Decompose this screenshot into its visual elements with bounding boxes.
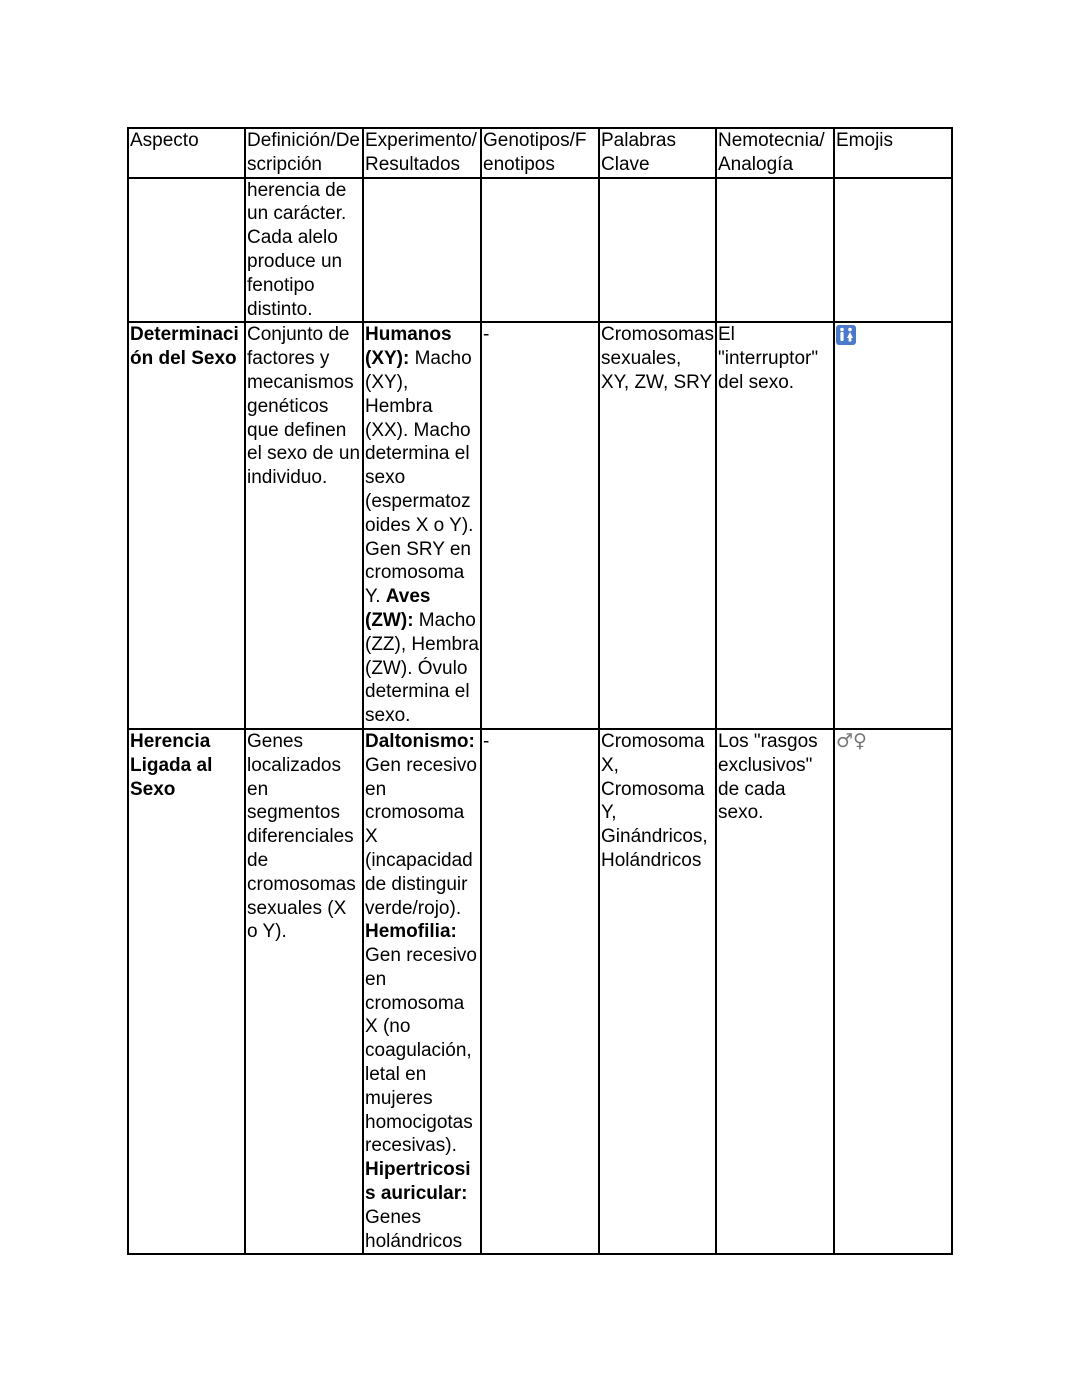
heading-daltonismo: Daltonismo:	[365, 730, 475, 752]
header-row	[128, 128, 952, 178]
text-daltonismo: Gen recesivo en cromosoma X (incapacidad de distinguir verde/rojo).	[365, 754, 477, 919]
table-row	[128, 729, 952, 1255]
cell-genotipos	[481, 178, 599, 323]
cell-nemotecnia	[716, 178, 834, 323]
cell-definicion: Genes localizados en segmentos diferenciales de cromosomas sexuales (X o Y).	[245, 729, 363, 1255]
heading-hemofilia: Hemofilia:	[365, 921, 457, 943]
genetics-table	[127, 127, 953, 1255]
text-hemofilia: Gen recesivo en cromosoma X (no coagulación, letal en mujeres homocigotas recesivas).	[365, 945, 477, 1157]
cell-palabras-clave: Cromosomas sexuales, XY, ZW, SRY	[599, 322, 716, 729]
heading-hipertricosis: Hipertricosis auricular:	[365, 1159, 471, 1205]
cell-nemotecnia: Los "rasgos exclusivos" de cada sexo.	[716, 729, 834, 1255]
header-emojis: Emojis	[834, 128, 952, 178]
header-nemotecnia: Nemotecnia/ Analogía	[716, 128, 834, 178]
header-definicion: Definición/Descripción	[245, 128, 363, 178]
cell-emojis	[834, 729, 952, 1255]
cell-experimento	[363, 322, 481, 729]
cell-emojis	[834, 178, 952, 323]
header-genotipos: Genotipos/Fenotipos	[481, 128, 599, 178]
header-aspecto: Aspecto	[128, 128, 245, 178]
heading-humanos: Humanos (XY):	[365, 324, 452, 370]
restroom-icon	[836, 325, 856, 345]
cell-aspecto: Determinación del Sexo	[128, 322, 245, 729]
cell-palabras-clave	[599, 178, 716, 323]
table-row	[128, 178, 952, 323]
cell-experimento	[363, 178, 481, 323]
cell-nemotecnia: El "interruptor" del sexo.	[716, 322, 834, 729]
cell-experimento	[363, 729, 481, 1255]
cell-aspecto	[128, 178, 245, 323]
text-aves: Macho (ZZ), Hembra (ZW). Óvulo determina el sexo.	[365, 609, 479, 727]
cell-genotipos: -	[481, 729, 599, 1255]
cell-definicion: Conjunto de factores y mecanismos genéticos que definen el sexo de un individuo.	[245, 322, 363, 729]
cell-emojis	[834, 322, 952, 729]
gender-symbols-icon: ♂♀	[836, 729, 867, 752]
cell-genotipos: -	[481, 322, 599, 729]
heading-aves: Aves (ZW):	[365, 586, 431, 631]
header-palabras-clave: Palabras Clave	[599, 128, 716, 178]
table-row	[128, 322, 952, 729]
header-experimento: Experimento/Resultados	[363, 128, 481, 178]
text-humanos: Macho (XY), Hembra (XX). Macho determina el sexo (espermatozoides X o Y). Gen SRY en cromosoma Y.	[365, 348, 474, 608]
cell-palabras-clave: Cromosoma X, Cromosoma Y, Ginándricos, Holándricos	[599, 729, 716, 1255]
text-hipertricosis: Genes holándricos	[365, 1206, 463, 1252]
cell-aspecto: Herencia Ligada al Sexo	[128, 729, 245, 1255]
cell-definicion: herencia de un carácter. Cada alelo produce un fenotipo distinto.	[245, 178, 363, 323]
